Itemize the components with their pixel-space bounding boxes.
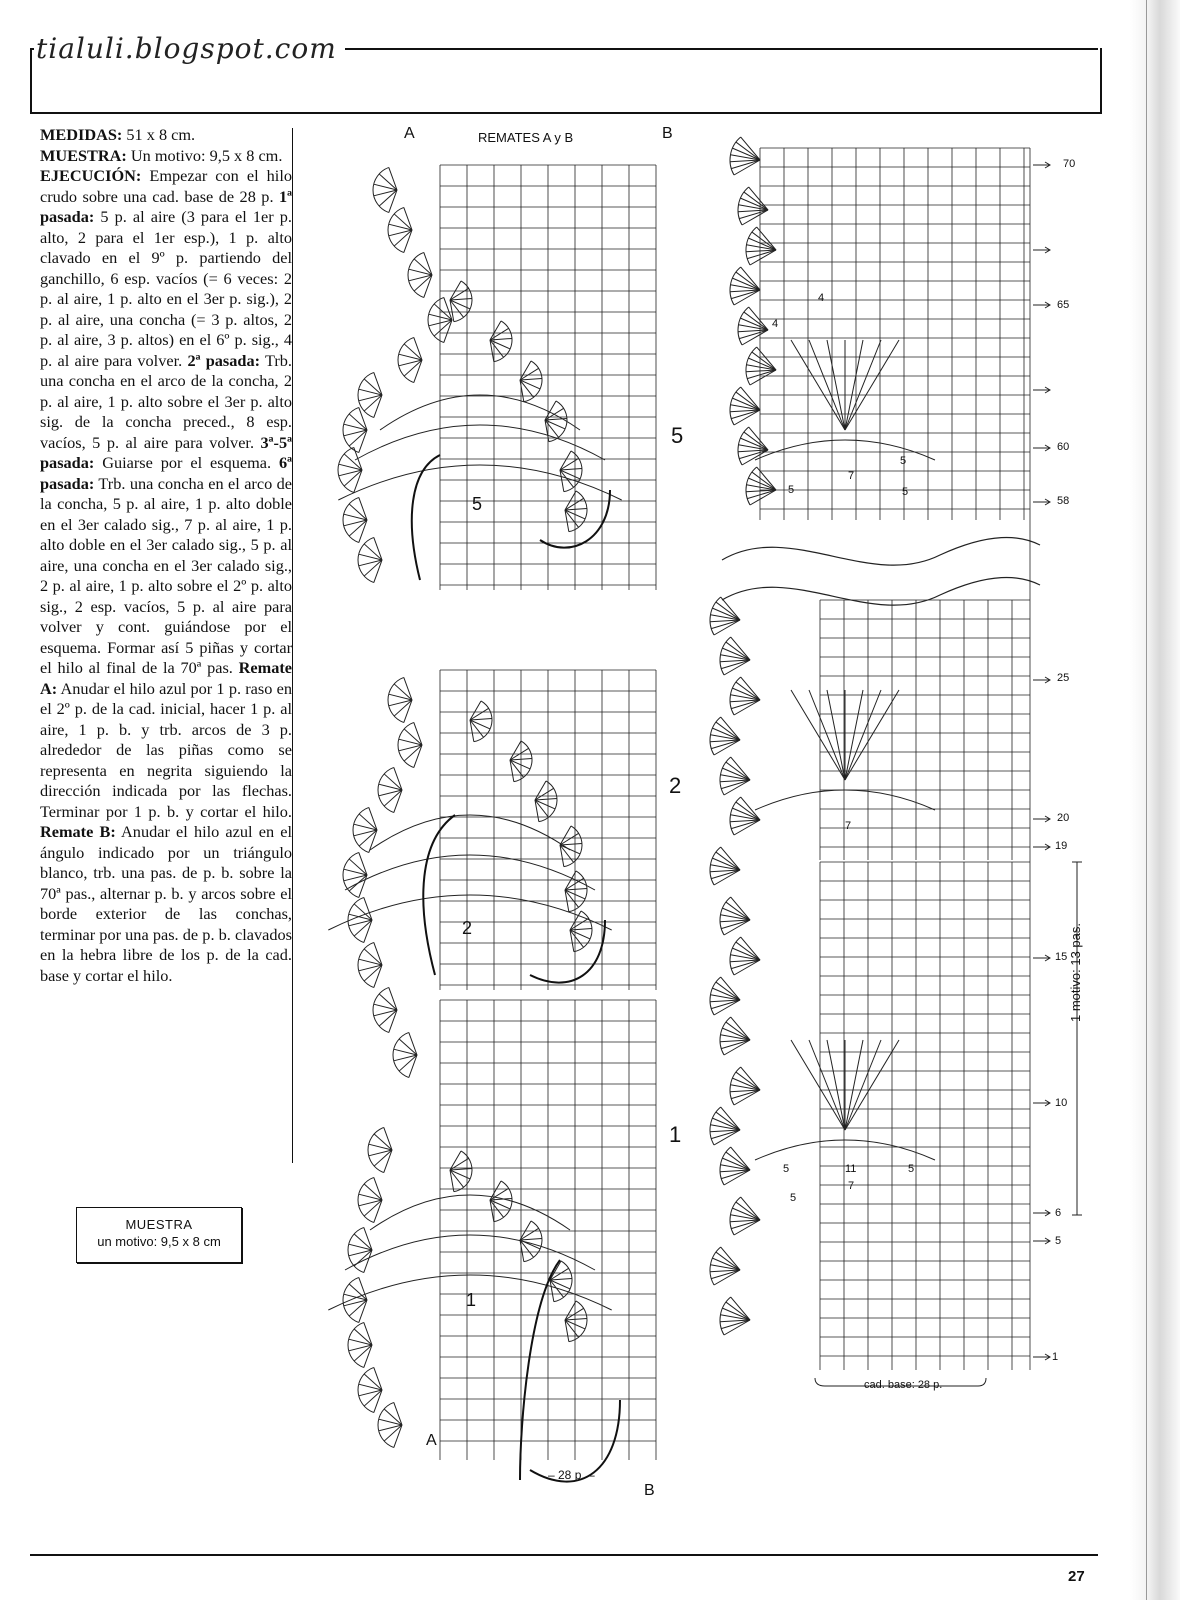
fan-arc [358, 1367, 374, 1412]
fan-arc [358, 537, 374, 582]
fan-stitch [742, 450, 768, 465]
pineapple-rib [827, 1040, 845, 1130]
diagram-break-bottom [722, 577, 1040, 605]
pasada-1-text: 5 p. al aire (3 para el 1er p. alto, 2 para el 1er esp.), 1 p. alto clavado en el 9º p. partiendo del ganchillo, 6 esp. vacíos (= 6 veces: 2 p. al aire, 1 p. alto en el 3er p. sig.), 2 p. al aire, una concha (= 3 p. altos, 2 p. al aire, 3 p. altos) en el 6º p. sig., 4 p. al aire para volver. [40, 207, 292, 370]
fan-stitch [450, 1168, 472, 1170]
fan-stitch [730, 815, 760, 820]
pineapple-rib [845, 340, 863, 430]
row-5: 5 [1055, 1235, 1062, 1247]
remate-b-label: Remate B: [40, 822, 116, 841]
fan-stitch [731, 637, 750, 660]
fan-stitch [730, 1085, 760, 1090]
fan-stitch [741, 1197, 760, 1220]
inner-num: 5 [900, 455, 907, 467]
fan-stitch [720, 915, 750, 920]
arch-band [370, 1195, 570, 1230]
fan-stitch [741, 677, 760, 700]
left-section-1: 1 [466, 1290, 477, 1310]
base-28p-label: – 28 p. – [548, 1468, 595, 1482]
fan-arc [358, 942, 374, 987]
fan-arc [348, 1227, 364, 1272]
fan-stitch [731, 1297, 750, 1320]
fan-arc [398, 722, 414, 767]
muestra-label: MUESTRA: [40, 145, 127, 165]
fan-stitch [731, 897, 750, 920]
fan-stitch [720, 655, 750, 660]
fan-stitch [450, 298, 472, 300]
fan-stitch [746, 245, 776, 250]
fan-stitch [738, 445, 768, 450]
fan-arc [564, 451, 582, 492]
fan-arc [494, 1181, 512, 1222]
pineapple-base [755, 1140, 935, 1160]
inner-num: 4 [818, 292, 825, 304]
fan-stitch [721, 1247, 740, 1270]
fan-arc [358, 1177, 374, 1222]
fan-stitch [741, 387, 760, 410]
fan-stitch [720, 775, 750, 780]
fan-arc [393, 1032, 409, 1077]
fan-stitch [730, 1215, 760, 1220]
inner-num: 5 [908, 1163, 915, 1175]
fan-stitch [714, 870, 740, 885]
fan-stitch [560, 468, 582, 470]
ejecucion-value: Empezar con el hilo crudo sobre una cad. base de 28 p. [40, 166, 292, 206]
fan-stitch [721, 847, 740, 870]
fan-stitch [730, 285, 760, 290]
fan-arc [494, 321, 512, 362]
fan-stitch [720, 1165, 750, 1170]
fan-stitch [734, 410, 760, 425]
fan-stitch [750, 250, 776, 265]
fan-stitch [724, 780, 750, 795]
fan-stitch [565, 888, 587, 890]
fan-stitch [470, 718, 492, 720]
fan-arc [454, 281, 472, 322]
fan-arc [348, 1322, 364, 1367]
arrow-5-left [412, 455, 440, 580]
pasada-6-label: 6ª pasada: [40, 453, 292, 493]
pineapple-rib [845, 1040, 899, 1130]
left-grid [440, 165, 656, 1460]
label-b-bottom: B [644, 1482, 655, 1499]
fan-stitch [710, 1265, 740, 1270]
arch-band [355, 425, 605, 460]
fan-stitch [730, 155, 760, 160]
fan-stitch [741, 1067, 760, 1090]
inner-num: 7 [848, 1180, 855, 1192]
fan-stitch [520, 378, 542, 380]
pineapple-rib [845, 690, 899, 780]
left-fan-motifs [328, 167, 621, 1447]
fan-stitch [731, 757, 750, 780]
remate-a-label: Remate A: [40, 658, 292, 698]
fan-stitch [714, 740, 740, 755]
fan-arc [524, 1221, 542, 1262]
fan-stitch [710, 1125, 740, 1130]
fan-stitch [710, 865, 740, 870]
remates-title: REMATES A y B [478, 130, 574, 145]
pineapple-rib [809, 690, 845, 780]
arrow-2-right [530, 920, 605, 983]
blog-watermark: tialuli.blogspot.com [34, 32, 345, 65]
pineapple-rib [791, 1040, 845, 1130]
fan-arc [338, 447, 354, 492]
row-65: 65 [1057, 299, 1070, 311]
pineapple-rib [827, 340, 845, 430]
muestra-value: Un motivo: 9,5 x 8 cm. [126, 145, 283, 165]
fan-stitch [734, 290, 760, 305]
fan-stitch [749, 427, 768, 450]
pineapple-rib [845, 340, 899, 430]
pineapple-base [755, 790, 935, 810]
row-58: 58 [1057, 495, 1070, 507]
pineapple-base [755, 440, 935, 460]
inner-num: 7 [848, 470, 855, 482]
fan-arc [554, 1261, 572, 1302]
fan-stitch [750, 490, 776, 505]
fan-stitch [741, 267, 760, 290]
fan-stitch [490, 338, 512, 340]
fan-stitch [535, 798, 557, 800]
left-section-2: 2 [462, 918, 473, 938]
row-60: 60 [1057, 441, 1070, 453]
fan-stitch [724, 1320, 750, 1335]
fan-stitch [749, 187, 768, 210]
arch-band [345, 855, 595, 890]
arrow-2-left [423, 815, 455, 975]
fan-arc [398, 337, 414, 382]
fan-stitch [734, 1090, 760, 1105]
fan-stitch [724, 1170, 750, 1185]
fan-arc [343, 497, 359, 542]
arch-band [370, 815, 570, 850]
fan-stitch [741, 137, 760, 160]
fan-stitch [750, 370, 776, 385]
label-a-bottom: A [426, 1432, 437, 1449]
fan-stitch [565, 508, 587, 510]
pineapple-rib [845, 690, 863, 780]
fan-arc [569, 871, 587, 912]
inner-num: 5 [902, 486, 909, 498]
diagram-break-top [722, 537, 1040, 565]
base-chain-label: cad. base: 28 p. [864, 1379, 943, 1391]
fan-arc [378, 767, 394, 812]
fan-stitch [520, 1238, 542, 1240]
inner-num: 11 [845, 1163, 857, 1175]
fan-stitch [741, 797, 760, 820]
fan-arc [343, 407, 359, 452]
remate-b-text: Anudar el hilo azul en el ángulo indicado por un triángulo blanco, trb. una pas. de p. b. sobre la 70ª pas., alternar p. b. y arcos sobre el borde exterior de las conchas, terminar por una pas. de p. b. clavados en la hebra libre de los p. de la cad. base y cortar el hilo. [40, 822, 292, 985]
fan-stitch [730, 405, 760, 410]
inner-num: 4 [772, 318, 779, 330]
label-a-top: A [404, 125, 415, 142]
medidas-value: 51 x 8 cm. [122, 125, 196, 144]
fan-arc [514, 741, 532, 782]
arrow-1-left [520, 1260, 560, 1480]
fan-stitch [724, 660, 750, 675]
fan-stitch [710, 615, 740, 620]
inner-num: 5 [790, 1192, 797, 1204]
fan-arc [564, 826, 582, 867]
inner-num: 5 [783, 1163, 790, 1175]
big-number-2: 2 [669, 773, 682, 798]
row-70: 70 [1063, 158, 1076, 170]
fan-arc [524, 361, 542, 402]
pineapple-rib [791, 340, 845, 430]
inner-num: 7 [845, 820, 852, 832]
fan-arc [474, 701, 492, 742]
sample-box-title: MUESTRA [125, 1217, 193, 1232]
fan-stitch [749, 307, 768, 330]
page-number: 27 [1068, 1568, 1085, 1585]
fan-arc [343, 852, 359, 897]
row-6: 6 [1055, 1207, 1062, 1219]
row-15: 15 [1055, 951, 1068, 963]
fan-stitch [746, 485, 776, 490]
fan-stitch [731, 1147, 750, 1170]
fan-arc [373, 167, 389, 212]
fan-arc [569, 1301, 587, 1342]
row-25: 25 [1057, 672, 1070, 684]
fan-stitch [738, 205, 768, 210]
fan-stitch [721, 977, 740, 1000]
fan-stitch [734, 160, 760, 175]
fan-stitch [714, 1000, 740, 1015]
fan-stitch [560, 843, 582, 845]
fan-stitch [721, 1107, 740, 1130]
fan-stitch [720, 1315, 750, 1320]
big-number-5: 5 [671, 423, 684, 448]
fan-stitch [741, 937, 760, 960]
row-20: 20 [1057, 812, 1070, 824]
fan-arc [454, 1151, 472, 1192]
pasada-1-label: 1ª pasada: [40, 186, 292, 226]
pasada-2-label: 2ª pasada: [187, 350, 261, 370]
fan-arc [368, 1127, 384, 1172]
fan-stitch [734, 960, 760, 975]
fan-stitch [721, 717, 740, 740]
fan-stitch [731, 1017, 750, 1040]
remate-a-text: Anudar el hilo azul por 1 p. raso en el 2º p. de la cad. inicial, hacer 1 p. al aire, 1 p. b. y trb. arcos de 3 p. alrededor de las piñas como se representa en negrita siguiendo la dirección indicada por las flechas. Terminar por 1 p. b. y cortar el hilo. [40, 678, 292, 821]
pasada-2-text: Trb. una concha en el arco de la concha, 2 p. al aire, 1 p. alto sobre el 3er p. alto sig. de la concha preced., 8 esp. vacíos, 5 p. al aire para volver. [40, 350, 292, 452]
fan-stitch [570, 928, 592, 930]
row-10: 10 [1055, 1097, 1068, 1109]
pineapple-rib [791, 690, 845, 780]
fan-arc [373, 987, 389, 1032]
fan-stitch [742, 210, 768, 225]
big-number-1: 1 [669, 1122, 682, 1147]
fan-stitch [746, 365, 776, 370]
medidas-label: MEDIDAS: [40, 125, 123, 144]
row-markers [1033, 162, 1050, 1360]
fan-arc [549, 401, 567, 442]
row-1: 1 [1052, 1351, 1059, 1363]
inner-num: 5 [788, 484, 795, 496]
sample-box-subtitle: un motivo: 9,5 x 8 cm [97, 1234, 221, 1249]
fan-stitch [730, 955, 760, 960]
fan-stitch [714, 1130, 740, 1145]
fan-stitch [565, 1318, 587, 1320]
pineapple-rib [845, 340, 881, 430]
pasada-6-text: Trb. una concha en el arco de la concha, 5 p. al aire, 1 p. alto doble en el 3er calado sig., 7 p. al aire, 1 p. alto doble en el 3er calado sig., 5 p. al aire, una concha en el 3er calado sig., 2 p. al aire, 1 p. alto sobre el 2º p. alto sig., 2 esp. vacíos, 5 p. al aire para volver y cont. guiándose por el esquema. Formar así 5 piñas y cortar el hilo al final de la 70ª pas. [40, 473, 292, 677]
fan-arc [378, 1402, 394, 1447]
right-grid [760, 148, 1030, 1370]
label-b-top: B [662, 125, 673, 142]
fan-stitch [730, 695, 760, 700]
fan-arc [353, 807, 369, 852]
fan-stitch [550, 1278, 572, 1280]
fan-stitch [710, 735, 740, 740]
fan-arc [569, 491, 587, 532]
fan-stitch [734, 820, 760, 835]
fan-stitch [724, 1040, 750, 1055]
fan-stitch [742, 330, 768, 345]
fan-stitch [714, 620, 740, 635]
left-section-5: 5 [472, 494, 483, 514]
fan-stitch [721, 597, 740, 620]
fan-stitch [738, 325, 768, 330]
fan-arc [388, 207, 404, 252]
pasada-3-5-label: 3ª-5ª pasada: [40, 432, 292, 472]
motivo-label: 1 motivo: 13 pas. [1068, 923, 1083, 1022]
fan-arc [388, 677, 404, 722]
fan-arc [408, 252, 424, 297]
pineapple-rib [845, 690, 881, 780]
right-fan-motifs [710, 137, 935, 1335]
pineapple-rib [845, 1040, 881, 1130]
pineapple-rib [809, 340, 845, 430]
pineapple-rib [809, 1040, 845, 1130]
row-19: 19 [1055, 840, 1068, 852]
pineapple-rib [827, 690, 845, 780]
fan-stitch [734, 700, 760, 715]
fan-stitch [734, 1220, 760, 1235]
fan-stitch [714, 1270, 740, 1285]
fan-stitch [724, 920, 750, 935]
fan-stitch [710, 995, 740, 1000]
pasada-3-5-text: Guiarse por el esquema. [94, 453, 279, 472]
fan-stitch [720, 1035, 750, 1040]
pineapple-rib [845, 1040, 863, 1130]
footer-rule [30, 1554, 1098, 1556]
ejecucion-label: EJECUCIÓN: [40, 166, 142, 185]
fan-arc [428, 297, 444, 342]
